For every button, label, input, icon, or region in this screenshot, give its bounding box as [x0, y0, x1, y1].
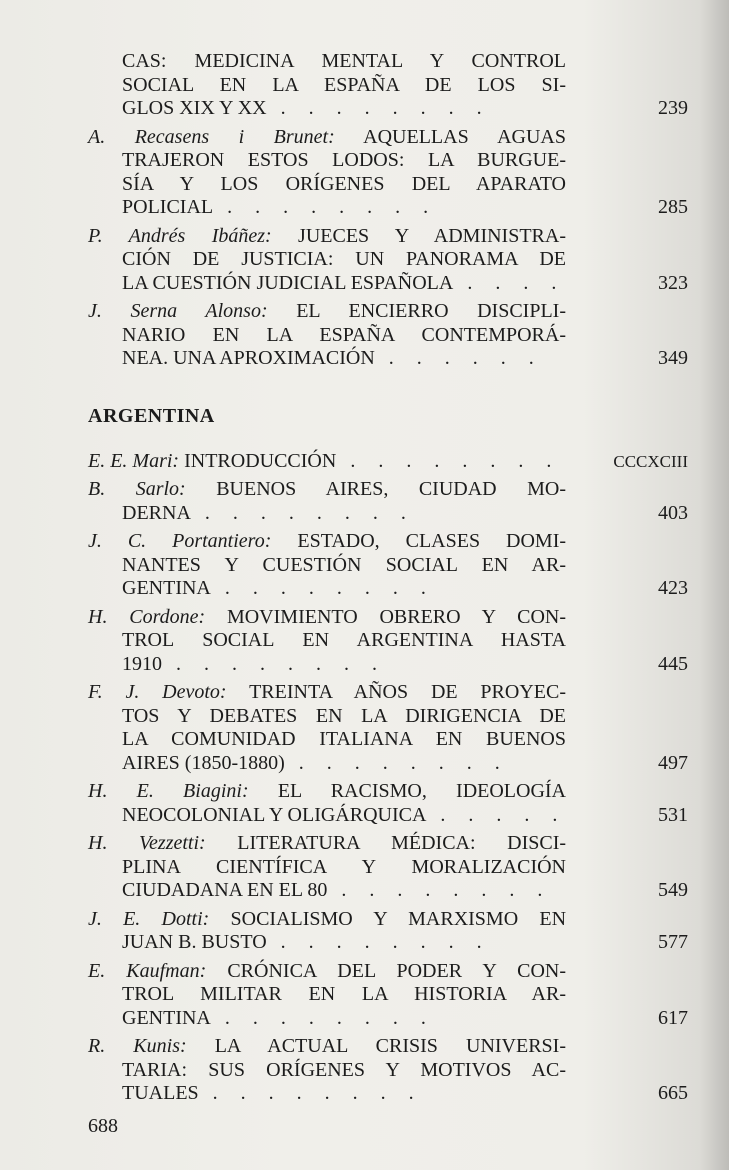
- toc-entry-title: TROL MILITAR EN LA HISTORIA AR-: [122, 983, 566, 1005]
- toc-entry-title: TUALES: [122, 1082, 199, 1104]
- dot-leader: . . . . . . . .: [327, 879, 552, 901]
- toc-entry-author: H. Cordone:: [88, 605, 206, 628]
- toc-page-number: CCCXCIII: [613, 451, 688, 471]
- dot-leader: . . . . . . . .: [162, 652, 386, 675]
- toc-entry-author: H. Vezzetti:: [88, 832, 206, 854]
- dot-leader: . . . . . . . .: [266, 97, 491, 119]
- toc-entry-line: [88, 832, 566, 856]
- dot-leader: . . . . . . . .: [284, 751, 509, 774]
- toc-entry-line: [88, 606, 566, 630]
- toc-entry-author: P. Andrés Ibáñez:: [88, 224, 272, 247]
- toc-entry: [88, 126, 688, 220]
- toc-entry-line: [88, 173, 566, 197]
- toc-entry-line: [88, 149, 566, 173]
- toc-page-number: 617: [658, 1006, 688, 1029]
- toc-entry-title: ESTADO, CLASES DOMI-: [297, 530, 567, 552]
- toc-entry-line: [88, 126, 566, 150]
- toc-entry-line: [88, 960, 566, 984]
- toc-entry-line: [88, 478, 566, 502]
- toc-entry-title: AQUELLAS AGUAS: [363, 125, 566, 148]
- dot-leader: . . . . . . . .: [190, 501, 415, 524]
- page-number: 688: [88, 1115, 118, 1137]
- toc-entry-title: TARIA: SUS ORÍGENES Y MOTIVOS AC-: [122, 1058, 566, 1081]
- toc-entry-line: [88, 752, 566, 776]
- toc-entry-line: [88, 272, 566, 296]
- toc-entry-title: LITERATURA MÉDICA: DISCI-: [237, 832, 567, 854]
- toc-page-number: 445: [658, 652, 688, 675]
- toc-entry-line: [88, 728, 566, 752]
- toc-entry-title: JUECES Y ADMINISTRA-: [298, 224, 566, 247]
- toc-page-number: 349: [658, 347, 688, 369]
- toc-entry-title: LA ACTUAL CRISIS UNIVERSI-: [214, 1035, 566, 1057]
- toc-entry-line: [88, 879, 566, 903]
- toc-entry: [88, 832, 688, 903]
- toc-entry-line: [88, 50, 566, 74]
- toc-entry-line: [88, 577, 566, 601]
- toc-entry-author: J. C. Portantiero:: [88, 530, 272, 552]
- toc-entry-title: TRAJERON ESTOS LODOS: LA BURGUE-: [122, 149, 566, 171]
- toc-entry-author: R. Kunis:: [88, 1035, 187, 1057]
- toc-entry-title: SOCIAL EN LA ESPAÑA DE LOS SI-: [122, 73, 566, 96]
- toc-page-number: 403: [658, 501, 688, 524]
- toc-entry-title: LA CUESTIÓN JUDICIAL ESPAÑOLA: [122, 271, 454, 294]
- argentina-entries: [88, 450, 688, 1106]
- toc-entry-title: CAS: MEDICINA MENTAL Y CONTROL: [122, 50, 566, 72]
- toc-entry-title: CIUDADANA EN EL 80: [122, 879, 328, 901]
- toc-entry-line: [88, 554, 566, 578]
- toc-entry-line: [88, 780, 566, 804]
- toc-entry-author: A. Recasens i Brunet:: [88, 125, 335, 148]
- toc-entry-line: [88, 74, 566, 98]
- toc-page-number: 549: [658, 879, 688, 901]
- toc-entry-title: MOVIMIENTO OBRERO Y CON-: [226, 605, 567, 628]
- toc-entry: [88, 780, 688, 827]
- toc-entry-line: [88, 856, 566, 880]
- toc-entry-title: BUENOS AIRES, CIUDAD MO-: [216, 478, 566, 500]
- toc-entry-title: LA COMUNIDAD ITALIANA EN BUENOS: [122, 728, 566, 750]
- section-title: ARGENTINA: [88, 404, 215, 427]
- toc-entry-line: [88, 450, 566, 474]
- toc-entry: [88, 50, 688, 121]
- toc-entry-title: SOCIALISMO Y MARXISMO EN: [230, 907, 567, 930]
- toc-entry-title: TREINTA AÑOS DE PROYEC-: [249, 681, 567, 703]
- toc-entry-author: B. Sarlo:: [88, 478, 186, 500]
- toc-entry-title: GLOS XIX Y XX: [122, 97, 267, 119]
- toc-entry-title: TOS Y DEBATES EN LA DIRIGENCIA DE: [122, 704, 566, 727]
- toc-entry-line: [88, 97, 566, 121]
- toc-entry: [88, 478, 688, 525]
- toc-entry-line: [88, 300, 566, 324]
- toc-entry-title: NARIO EN LA ESPAÑA CONTEMPORÁ-: [122, 323, 566, 346]
- toc-page-number: 323: [658, 271, 688, 294]
- dot-leader: . . . . .: [426, 803, 567, 826]
- dot-leader: . . . .: [453, 271, 566, 294]
- toc-entry-title: GENTINA: [122, 577, 211, 599]
- toc-entry-title: DERNA: [122, 501, 191, 524]
- toc-entry: [88, 530, 688, 601]
- toc-entry-author: F. J. Devoto:: [88, 681, 227, 703]
- dot-leader: . . . . . . . .: [336, 449, 561, 472]
- toc-entry: [88, 681, 688, 775]
- toc-entry-author: H. E. Biagini:: [88, 780, 249, 802]
- toc-entry-line: [88, 196, 566, 220]
- toc-entry-line: [88, 629, 566, 653]
- dot-leader: . . . . . . . .: [266, 931, 491, 953]
- toc-entry-title: NANTES Y CUESTIÓN SOCIAL EN AR-: [122, 553, 566, 576]
- toc-entry-title: AIRES (1850-1880): [122, 751, 285, 774]
- toc-page-number: 531: [658, 803, 688, 826]
- toc-entry-title: INTRODUCCIÓN: [184, 449, 337, 472]
- toc-entry-line: [88, 983, 566, 1007]
- toc-entry-title: NEOCOLONIAL Y OLIGÁRQUICA: [122, 803, 427, 826]
- toc-entry-title: CRÓNICA DEL PODER Y CON-: [227, 959, 567, 982]
- toc-entry-line: [88, 653, 566, 677]
- toc-entry-line: [88, 248, 566, 272]
- toc-entry-title: JUAN B. BUSTO: [122, 931, 267, 953]
- toc-entry: [88, 300, 688, 371]
- toc-entry-line: [88, 908, 566, 932]
- toc-entry-author: E. E. Mari:: [88, 449, 180, 472]
- toc-entry-line: [88, 530, 566, 554]
- toc-page-number: 239: [658, 97, 688, 119]
- toc-entry-line: [88, 324, 566, 348]
- toc-page-number: 285: [658, 196, 688, 218]
- toc-entry-line: [88, 1082, 566, 1106]
- toc-entry-author: J. Serna Alonso:: [88, 300, 268, 322]
- toc-entry-line: [88, 1059, 566, 1083]
- dot-leader: . . . . . . . .: [210, 577, 435, 599]
- dot-leader: . . . . . . . .: [213, 196, 438, 218]
- toc-entry-title: POLICIAL: [122, 196, 214, 218]
- toc-page-number: 423: [658, 577, 688, 599]
- toc-entry-author: E. Kaufman:: [88, 959, 207, 982]
- toc-entry-title: SÍA Y LOS ORÍGENES DEL APARATO: [122, 172, 566, 195]
- toc-page-number: 577: [658, 931, 688, 953]
- continued-entries: [88, 50, 688, 371]
- toc-entry-line: [88, 705, 566, 729]
- toc-entry: [88, 606, 688, 677]
- dot-leader: . . . . . .: [374, 347, 543, 369]
- toc-entry: [88, 225, 688, 296]
- toc-entry-line: [88, 1035, 566, 1059]
- toc-entry-title: NEA. UNA APROXIMACIÓN: [122, 347, 375, 369]
- dot-leader: . . . . . . . .: [210, 1006, 435, 1029]
- toc-entry: [88, 450, 688, 474]
- toc-entry: [88, 908, 688, 955]
- toc-entry-title: EL RACISMO, IDEOLOGÍA: [277, 780, 567, 802]
- toc-entry-title: PLINA CIENTÍFICA Y MORALIZACIÓN: [122, 855, 566, 878]
- toc-page-number: 497: [658, 751, 688, 774]
- toc-entry-line: [88, 1007, 566, 1031]
- table-of-contents: [88, 50, 688, 1111]
- toc-page-number: 665: [658, 1082, 688, 1104]
- toc-entry-title: TROL SOCIAL EN ARGENTINA HASTA: [122, 629, 566, 651]
- toc-entry-line: [88, 804, 566, 828]
- dot-leader: . . . . . . . .: [198, 1082, 423, 1104]
- toc-entry-title: GENTINA: [122, 1006, 211, 1029]
- toc-entry-line: [88, 225, 566, 249]
- toc-entry-line: [88, 347, 566, 371]
- toc-entry-title: CIÓN DE JUSTICIA: UN PANORAMA DE: [122, 248, 566, 270]
- toc-entry-title: 1910: [122, 652, 162, 675]
- toc-entry-author: J. E. Dotti:: [88, 907, 210, 930]
- toc-entry: [88, 1035, 688, 1106]
- toc-entry: [88, 960, 688, 1031]
- toc-entry-line: [88, 502, 566, 526]
- toc-entry-title: EL ENCIERRO DISCIPLI-: [296, 300, 567, 322]
- toc-entry-line: [88, 931, 566, 955]
- toc-entry-line: [88, 681, 566, 705]
